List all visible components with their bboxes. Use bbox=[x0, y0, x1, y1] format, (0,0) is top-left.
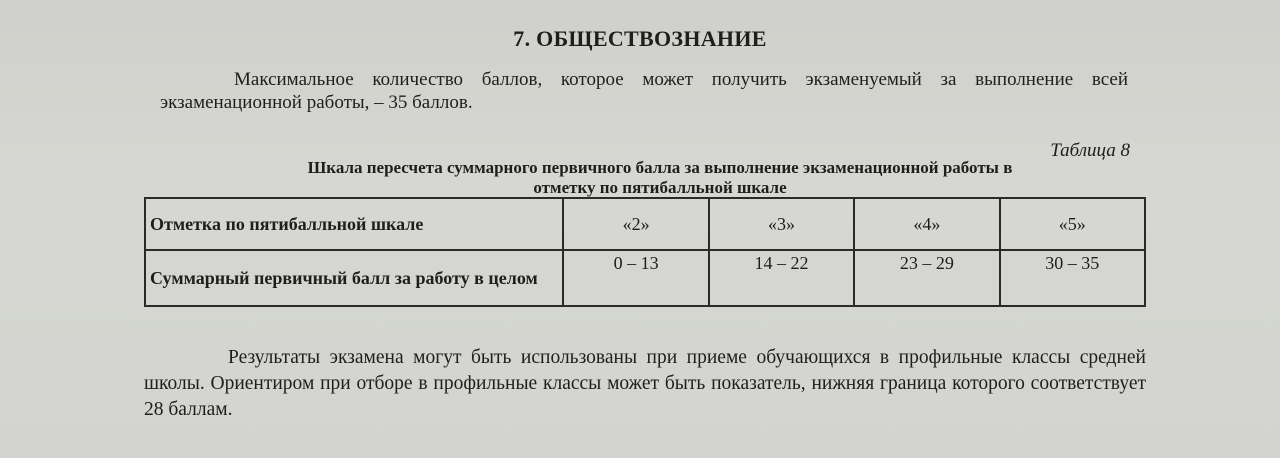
table-row-grades bbox=[145, 198, 1145, 250]
row-header-grade-scale: Отметка по пятибалльной шкале bbox=[145, 198, 563, 250]
score-cell-2: 0 – 13 bbox=[563, 250, 708, 306]
grade-cell-3: «3» bbox=[709, 198, 854, 250]
intro-paragraph: Максимальное количество баллов, которое может получить экзаменуемый за выполнение всей экзаменационной работы, – 35 баллов. bbox=[160, 69, 1128, 113]
table-label: Таблица 8 bbox=[1050, 140, 1130, 161]
table-row-scores bbox=[145, 250, 1145, 306]
grade-cell-5: «5» bbox=[1000, 198, 1145, 250]
grade-cell-4: «4» bbox=[854, 198, 999, 250]
section-heading: 7. ОБЩЕСТВОЗНАНИЕ bbox=[513, 26, 767, 51]
results-paragraph: Результаты экзамена могут быть использованы при приеме обучающихся в профильные классы средней школы. Ориентиром при отборе в профильные классы может быть показатель, нижняя граница которого соответствует 28 баллам. bbox=[144, 347, 1146, 420]
score-cell-4: 23 – 29 bbox=[854, 250, 999, 306]
grade-conversion-table bbox=[144, 197, 1146, 307]
row-header-primary-score: Суммарный первичный балл за работу в целом bbox=[145, 250, 563, 306]
score-cell-3: 14 – 22 bbox=[709, 250, 854, 306]
grade-cell-2: «2» bbox=[563, 198, 708, 250]
table-title: Шкала пересчета суммарного первичного балла за выполнение экзаменационной работы в отметку по пятибалльной шкале bbox=[307, 158, 1013, 197]
score-cell-5: 30 – 35 bbox=[1000, 250, 1145, 306]
